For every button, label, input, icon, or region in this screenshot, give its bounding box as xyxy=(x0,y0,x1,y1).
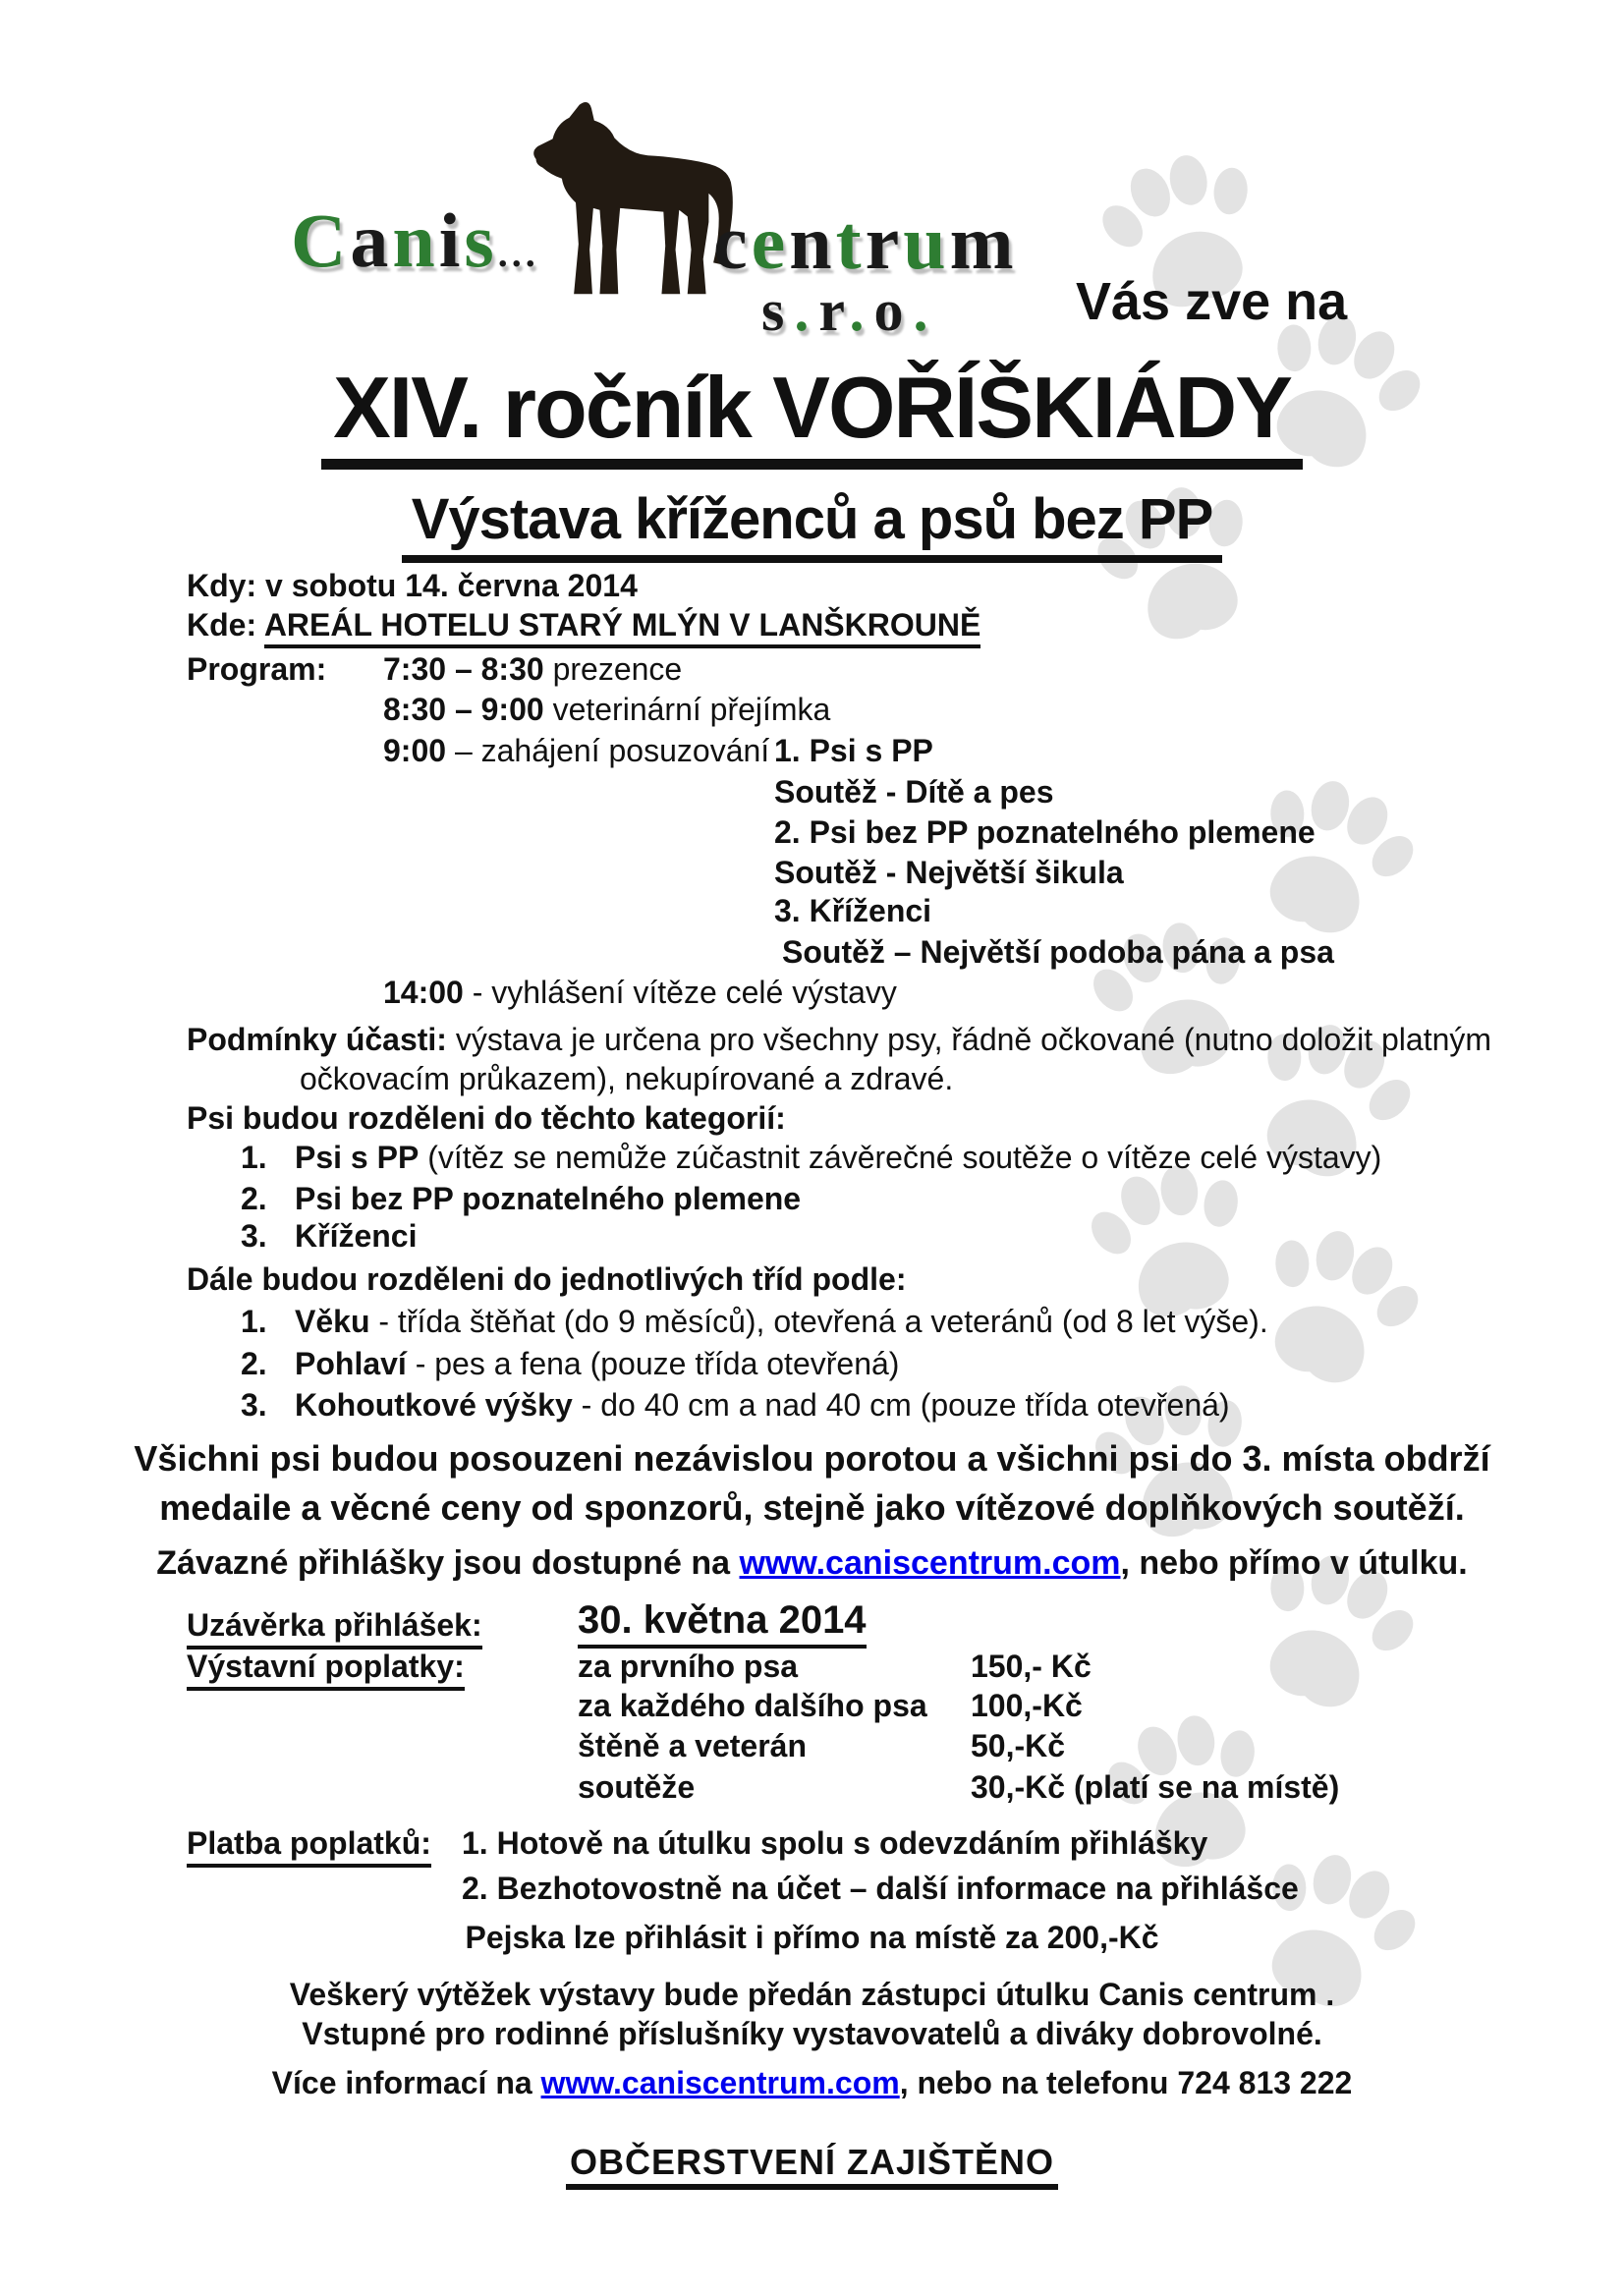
category-item-rest: (vítěz se nemůže zúčastnit závěrečné soutěže o vítěze celé výstavy) xyxy=(427,1140,1382,1175)
refreshments-text: OBČERSTVENÍ ZAJIŠTĚNO xyxy=(566,2142,1058,2190)
logo-letter: c xyxy=(713,199,752,285)
class-item-1 xyxy=(295,1304,1268,1340)
logo-letter: n xyxy=(789,199,836,285)
refreshments-line xyxy=(0,2142,1624,2190)
logo-letter: e xyxy=(751,199,790,285)
more-info-prefix: Více informací na xyxy=(271,2065,532,2100)
website-link[interactable]: www.caniscentrum.com xyxy=(540,2065,900,2100)
logo-letter: i xyxy=(438,197,465,283)
fee-row-name: štěně a veterán xyxy=(578,1728,808,1763)
program-text: veterinární přejímka xyxy=(552,692,831,727)
when-value: v sobotu 14. června 2014 xyxy=(265,568,638,603)
class-item-rest: - pes a fena (pouze třída otevřená) xyxy=(415,1346,900,1381)
contest-2: Soutěž - Největší šikula xyxy=(774,855,1124,890)
proceeds-line: Veškerý výtěžek výstavy bude předán zástupci útulku Canis centrum . xyxy=(289,1977,1335,2012)
contest-3: Soutěž – Největší podoba pána a psa xyxy=(782,934,1334,970)
program-time: 8:30 – 9:00 xyxy=(383,692,544,727)
program-slot xyxy=(383,651,682,688)
deadline-date: 30. května 2014 xyxy=(578,1597,867,1649)
applications-suffix: , nebo přímo v útulku. xyxy=(1120,1544,1468,1582)
logo-letter: t xyxy=(835,199,866,285)
jury-line2: medaile a věcné ceny od sponzorů, stejně jako vítězové doplňkových soutěží. xyxy=(159,1487,1465,1528)
category-item-2: Psi bez PP poznatelného plemene xyxy=(295,1181,802,1216)
logo-letter: . xyxy=(913,278,938,343)
logo-letter: . xyxy=(794,278,819,343)
category-1: 1. Psi s PP xyxy=(774,733,933,768)
page-title xyxy=(0,358,1624,470)
program-text: - vyhlášení vítěze celé výstavy xyxy=(472,975,897,1010)
program-final xyxy=(383,975,897,1011)
page-subtitle xyxy=(0,487,1624,563)
logo-letter: u xyxy=(903,199,950,285)
website-link[interactable]: www.caniscentrum.com xyxy=(739,1544,1121,1582)
payment-label: Platba poplatků: xyxy=(187,1825,431,1868)
more-info-suffix: , nebo na telefonu 724 813 222 xyxy=(899,2065,1353,2100)
category-2: 2. Psi bez PP poznatelného plemene xyxy=(774,814,1316,850)
class-item-3 xyxy=(295,1387,1230,1424)
program-slot xyxy=(383,692,830,728)
fee-row-price: 100,-Kč xyxy=(971,1688,1083,1723)
conditions-text: výstava je určena pro všechny psy, řádně očkované (nutno doložit platným xyxy=(455,1022,1492,1057)
fee-row-price: 30,-Kč (platí se na místě) xyxy=(971,1769,1340,1805)
logo-letter: s xyxy=(761,278,795,343)
class-item-bold: Pohlaví xyxy=(295,1346,407,1381)
program-label: Program: xyxy=(187,651,327,687)
logo-dots: ... xyxy=(497,231,539,275)
classes-heading: Dále budou rozděleni do jednotlivých tříd podle: xyxy=(187,1261,907,1297)
contest-1: Soutěž - Dítě a pes xyxy=(774,774,1054,810)
logo-letter: C xyxy=(291,197,351,283)
list-number: 3. xyxy=(241,1218,267,1254)
program-time: 7:30 – 8:30 xyxy=(383,651,544,687)
conditions-line2: očkovacím průkazem), nekupírované a zdravé. xyxy=(300,1061,954,1096)
list-number: 2. xyxy=(241,1346,267,1381)
where-value: AREÁL HOTELU STARÝ MLÝN V LANŠKROUNĚ xyxy=(264,607,981,648)
applications-prefix: Závazné přihlášky jsou dostupné na xyxy=(156,1544,731,1582)
list-number: 2. xyxy=(241,1181,267,1216)
conditions-line1 xyxy=(187,1022,1491,1058)
logo-letter: o xyxy=(873,278,914,343)
where-label: Kde: xyxy=(187,607,257,643)
fee-row-name: za prvního psa xyxy=(578,1649,799,1684)
where-line xyxy=(187,607,980,643)
category-item-bold: Psi s PP xyxy=(295,1140,420,1175)
program-time: 9:00 xyxy=(383,733,447,768)
program-slot xyxy=(383,733,769,769)
fee-row-name: soutěže xyxy=(578,1769,696,1805)
program-text: – zahájení posuzování xyxy=(454,733,770,768)
logo-letter: . xyxy=(849,278,874,343)
payment-option-2: 2. Bezhotovostně na účet – další informace na přihlášce xyxy=(462,1871,1299,1906)
fees-label: Výstavní poplatky: xyxy=(187,1649,465,1691)
categories-heading: Psi budou rozděleni do těchto kategorií: xyxy=(187,1100,786,1136)
more-info-line xyxy=(0,2065,1624,2101)
class-item-2 xyxy=(295,1346,899,1382)
logo-letter: r xyxy=(865,199,904,285)
logo-letter: s xyxy=(464,197,498,283)
class-item-rest: - třída štěňat (do 9 měsíců), otevřená a veteránů (od 8 let výše). xyxy=(378,1304,1268,1339)
page-subtitle-text: Výstava kříženců a psů bez PP xyxy=(402,487,1223,563)
list-number: 3. xyxy=(241,1387,267,1423)
conditions-label: Podmínky účasti: xyxy=(187,1022,447,1057)
applications-line xyxy=(0,1544,1624,1583)
program-time: 14:00 xyxy=(383,975,464,1010)
category-item-1 xyxy=(295,1140,1381,1176)
list-number: 1. xyxy=(241,1140,267,1175)
when-label: Kdy: xyxy=(187,568,257,603)
jury-line1: Všichni psi budou posouzeni nezávislou porotou a všichni psi do 3. místa obdrží xyxy=(134,1438,1490,1479)
payment-option-1: 1. Hotově na útulku spolu s odevzdáním přihlášky xyxy=(462,1825,1208,1861)
class-item-bold: Kohoutkové výšky xyxy=(295,1387,573,1423)
logo-letter: r xyxy=(818,278,850,343)
category-item-3: Kříženci xyxy=(295,1218,418,1254)
program-text: prezence xyxy=(552,651,683,687)
list-number: 1. xyxy=(241,1304,267,1339)
invite-text: Vás zve na xyxy=(1076,272,1348,331)
logo-word-centrum xyxy=(713,198,1018,287)
logo-word-sro xyxy=(761,277,937,345)
category-3: 3. Kříženci xyxy=(774,893,932,928)
page-title-text: XIV. ročník VOŘÍŠKIÁDY xyxy=(321,358,1303,470)
onsite-registration: Pejska lze přihlásit i přímo na místě za 200,-Kč xyxy=(465,1920,1159,1955)
class-item-rest: - do 40 cm a nad 40 cm (pouze třída otevřená) xyxy=(581,1387,1230,1423)
deadline-label: Uzávěrka přihlášek: xyxy=(187,1607,482,1650)
logo-letter: a xyxy=(350,197,393,283)
when-line xyxy=(187,568,638,604)
fee-row-name: za každého dalšího psa xyxy=(578,1688,927,1723)
admission-line: Vstupné pro rodinné příslušníky vystavovatelů a diváky dobrovolné. xyxy=(302,2016,1322,2051)
fee-row-price: 50,-Kč xyxy=(971,1728,1066,1763)
class-item-bold: Věku xyxy=(295,1304,370,1339)
fee-row-price: 150,- Kč xyxy=(971,1649,1092,1684)
logo-letter: m xyxy=(949,199,1018,285)
logo-letter: n xyxy=(392,197,439,283)
